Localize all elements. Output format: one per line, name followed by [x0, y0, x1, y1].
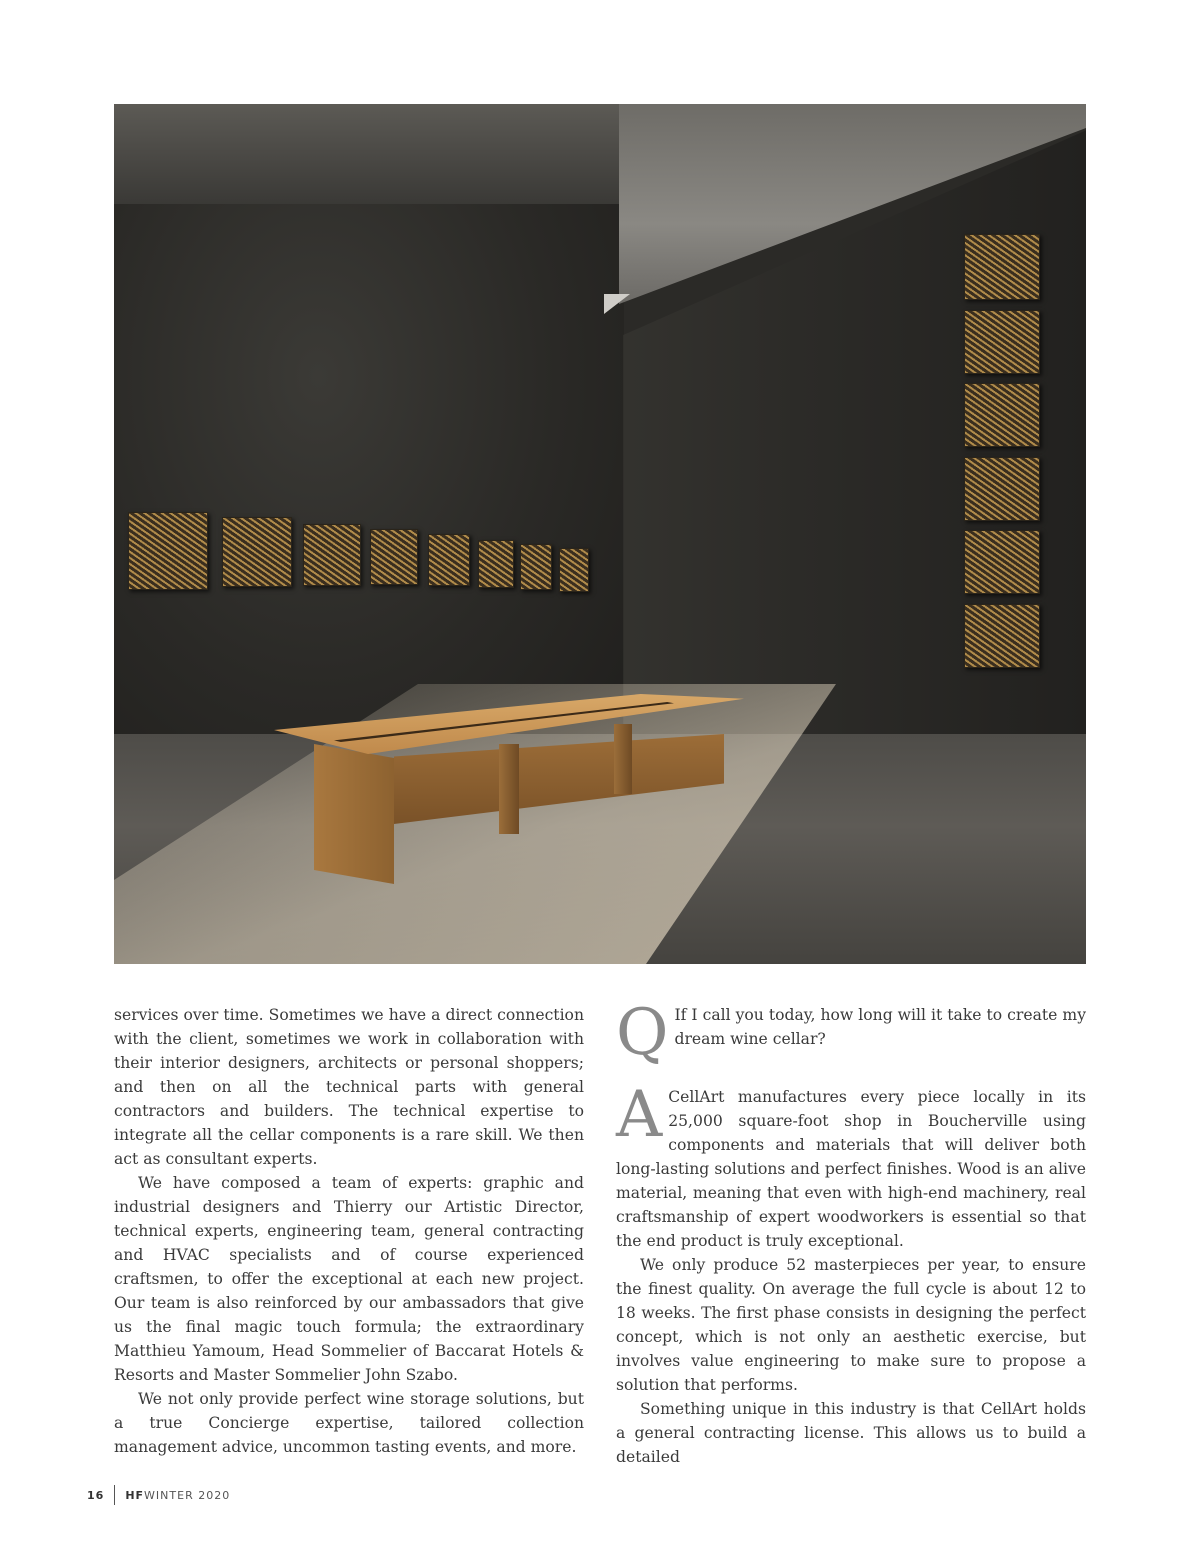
artwork-panel	[370, 529, 418, 585]
article-column-left	[114, 1003, 584, 1459]
bench-leg	[499, 744, 519, 834]
artwork-panel	[964, 457, 1040, 521]
folio-divider	[114, 1485, 115, 1505]
magazine-issue: WINTER 2020	[144, 1488, 231, 1502]
artwork-panel	[303, 524, 361, 586]
photo-ceiling-left	[114, 104, 624, 204]
page-number: 16	[87, 1488, 105, 1502]
body-paragraph: Something unique in this industry is that CellArt holds a general contracting license. This allows us to build a detailed	[616, 1400, 1086, 1466]
question-block	[616, 996, 1086, 1070]
answer-dropcap: A	[616, 1078, 663, 1152]
artwork-panel	[478, 540, 514, 588]
artwork-panel	[128, 512, 208, 590]
bench-leg	[614, 724, 632, 794]
artwork-panel	[559, 548, 589, 592]
artwork-panel	[428, 534, 470, 586]
page-folio	[87, 1485, 230, 1505]
answer-text: CellArt manufactures every piece locally in its 25,000 square-foot shop in Boucherville using components and materials that will deliver both long-lasting solutions and perfect finishes. Wood is an alive material, meaning that even with high-end machinery, real craftsmanship of expert woodworkers is essential so that the end product is truly exceptional.	[616, 1088, 1086, 1250]
article-column-right	[616, 996, 1086, 1469]
artwork-panel	[964, 604, 1040, 668]
photo-wall-left	[114, 104, 624, 784]
artwork-panel	[222, 517, 292, 587]
question-dropcap: Q	[616, 996, 669, 1070]
artwork-panel	[964, 234, 1040, 300]
question-text: If I call you today, how long will it take to create my dream wine cellar?	[674, 1006, 1086, 1048]
magazine-brand: HF	[125, 1488, 145, 1502]
body-paragraph: We have composed a team of experts: graphic and industrial designers and Thierry our Artistic Director, technical experts, engineering team, general contracting and HVAC specialists and of course experienced craftsmen, to offer the exceptional at each new project. Our team is also reinforced by our ambassadors that give us the final magic touch formula; the extraordinary Matthieu Yamoum, Head Sommelier of Baccarat Hotels & Resorts and Master Sommelier John Szabo.	[114, 1174, 584, 1384]
body-paragraph: services over time. Sometimes we have a direct connection with the client, sometimes we work in collaboration with their interior designers, architects or personal shoppers; and then on all the technical parts with general contractors and builders. The technical expertise to integrate all the cellar components is a rare skill. We then act as consultant experts.	[114, 1006, 584, 1168]
answer-block	[616, 1078, 1086, 1253]
artwork-panel	[964, 530, 1040, 594]
artwork-panel	[964, 383, 1040, 447]
body-paragraph: We only produce 52 masterpieces per year, to ensure the finest quality. On average the full cycle is about 12 to 18 weeks. The first phase consists in designing the perfect concept, which is not only an aesthetic exercise, but involves value engineering to make sure to propose a solution that performs.	[616, 1256, 1086, 1394]
bench-end-panel	[314, 744, 394, 884]
artwork-panel	[520, 544, 552, 590]
body-paragraph: We not only provide perfect wine storage solutions, but a true Concierge expertise, tailored collection management advice, uncommon tasting events, and more.	[114, 1390, 584, 1456]
hero-photo-wine-gallery	[114, 104, 1086, 964]
artwork-panel	[964, 310, 1040, 374]
